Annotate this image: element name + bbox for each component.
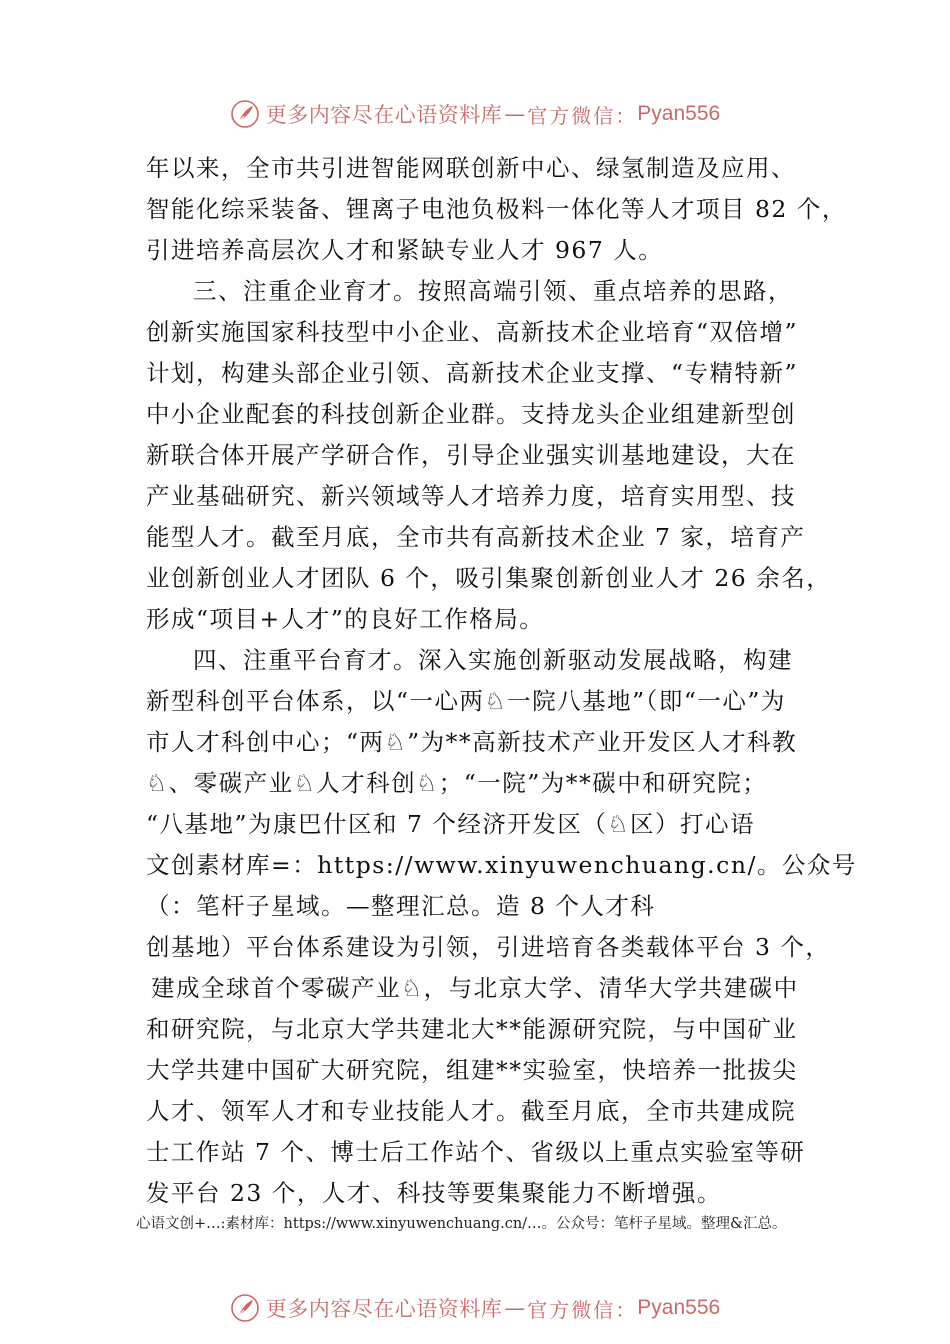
- banner-wechat-id: Pyan556: [637, 102, 721, 125]
- text-line: 发平台 23 个，人才、科技等要集聚能力不断增强。: [146, 1179, 722, 1207]
- text-line: 产业基础研究、新兴领域等人才培养力度，培育实用型、技: [146, 482, 796, 510]
- text-line: 人才、领军人才和专业技能人才。截至月底，全市共建成院: [146, 1097, 796, 1125]
- text-line: 引进培养高层次人才和紧缺专业人才 967 人。: [146, 236, 664, 264]
- feather-pen-logo-icon: [230, 99, 260, 129]
- footnote: 心语文创+…:素材库：https://www.xinyuwenchuang.cn/…。公众号：笔杆子星域。整理&汇总。: [136, 1216, 787, 1232]
- text-line: 智能化综采装备、锂离子电池负极料一体化等人才项目 82 个，: [146, 195, 847, 223]
- section-heading-line: 四、注重平台育才。深入实施创新驱动发展战略，构建: [193, 646, 793, 674]
- text-line: 年以来，全市共引进智能网联创新中心、绿氢制造及应用、: [146, 154, 796, 182]
- text-line: 和研究院，与北京大学共建北大**能源研究院，与中国矿业: [146, 1015, 798, 1043]
- text-line: ♘、零碳产业♘人才科创♘；“一院”为**碳中和研究院；: [146, 769, 768, 797]
- text-line: 士工作站 7 个、博士后工作站个、省级以上重点实验室等研: [146, 1138, 806, 1166]
- feather-pen-logo-icon: [230, 1293, 260, 1323]
- banner-text: 更多内容尽在心语资料库: [265, 103, 503, 127]
- text-line: 建成全球首个零碳产业♘，与北京大学、清华大学共建碳中: [151, 974, 799, 1002]
- text-line: 能型人才。截至月底，全市共有高新技术企业 7 家，培育产: [146, 523, 806, 551]
- text-line: 新联合体开展产学研合作，引导企业强实训基地建设，大在: [146, 441, 796, 469]
- document-body: [146, 148, 857, 1214]
- text-line: 创基地）平台体系建设为引领，引进培育各类载体平台 3 个，: [146, 933, 831, 961]
- footer-banner: [0, 1288, 950, 1328]
- text-line: 大学共建中国矿大研究院，组建**实验室，快培养一批拔尖: [146, 1056, 798, 1084]
- text-line: 中小企业配套的科技创新企业群。支持龙头企业组建新型创: [146, 400, 796, 428]
- banner-text: 更多内容尽在心语资料库: [265, 1297, 503, 1321]
- header-banner: [0, 94, 950, 134]
- text-line: 计划，构建头部企业引领、高新技术企业支撑、“专精特新”: [146, 359, 799, 387]
- text-line: （：笔杆子星域。—整理汇总。造 8 个人才科: [146, 892, 656, 920]
- text-line: “八基地”为康巴什区和 7 个经济开发区（♘区）打心语: [146, 810, 755, 838]
- text-line: 新型科创平台体系，以“一心两♘一院八基地”（即“一心”为: [146, 687, 786, 715]
- banner-separator: —: [504, 1296, 526, 1320]
- section-heading-line: 三、注重企业育才。按照高端引领、重点培养的思路，: [193, 277, 793, 305]
- banner-separator: —: [504, 102, 526, 126]
- text-line: 市人才科创中心；“两♘”为**高新技术产业开发区人才科教: [146, 728, 798, 756]
- text-line: 文创素材库=：https://www.xinyuwenchuang.cn/。公众号: [146, 851, 857, 879]
- banner-wechat-id: Pyan556: [637, 1296, 721, 1319]
- text-line: 形成“项目+人才”的良好工作格局。: [146, 605, 545, 633]
- text-line: 业创新创业人才团队 6 个，吸引集聚创新创业人才 26 余名，: [146, 564, 832, 592]
- banner-wechat-label: 官方微信：: [527, 1297, 638, 1322]
- text-line: 创新实施国家科技型中小企业、高新技术企业培育“双倍增”: [146, 318, 799, 346]
- banner-wechat-label: 官方微信：: [527, 103, 638, 128]
